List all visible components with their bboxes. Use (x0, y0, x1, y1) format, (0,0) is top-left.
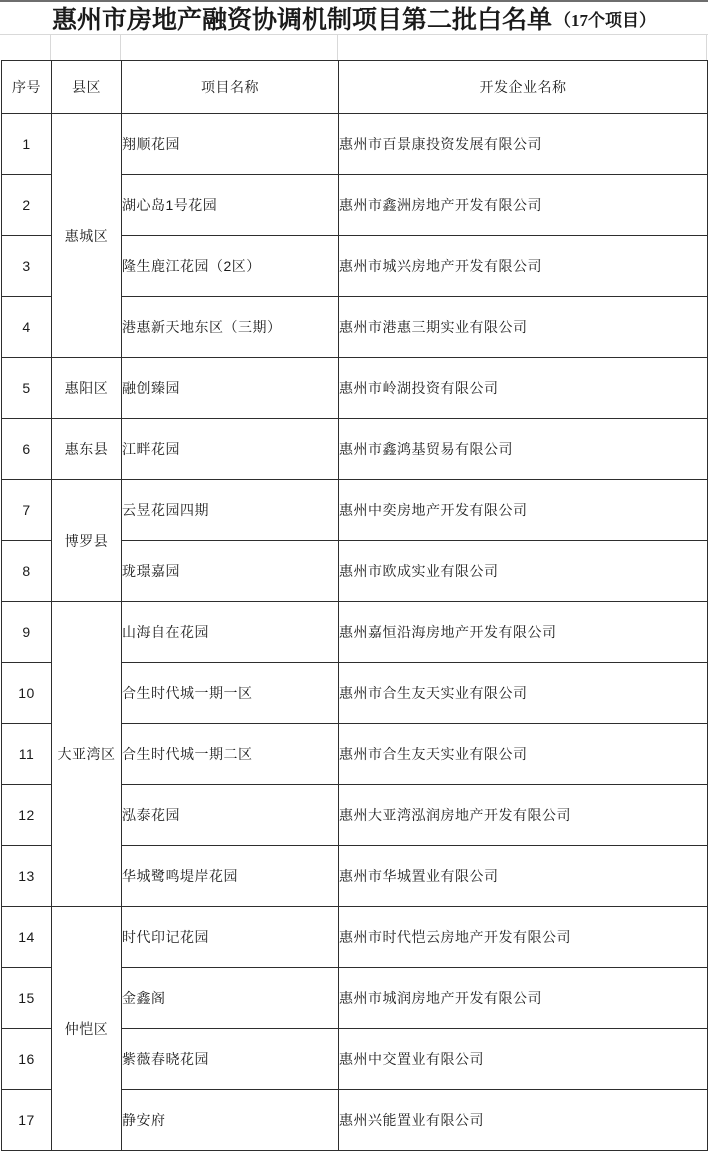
serial-number-cell: 16 (2, 1029, 52, 1090)
project-name-cell: 紫薇春晓花园 (122, 1029, 339, 1090)
serial-number-cell: 6 (2, 419, 52, 480)
header-district: 县区 (52, 61, 122, 114)
serial-number-cell: 5 (2, 358, 52, 419)
serial-number-cell: 1 (2, 114, 52, 175)
faint-gridline-horizontal (0, 34, 708, 35)
faint-gridline-vertical (706, 34, 707, 60)
project-name-cell: 融创臻园 (122, 358, 339, 419)
table-row (2, 907, 708, 968)
serial-number-cell: 17 (2, 1090, 52, 1151)
company-name-cell: 惠州市城润房地产开发有限公司 (339, 968, 708, 1029)
serial-number-cell: 2 (2, 175, 52, 236)
project-name-cell: 合生时代城一期二区 (122, 724, 339, 785)
company-name-cell: 惠州市华城置业有限公司 (339, 846, 708, 907)
company-name-cell: 惠州市合生友天实业有限公司 (339, 663, 708, 724)
project-name-cell: 江畔花园 (122, 419, 339, 480)
table-header-row (2, 61, 708, 114)
company-name-cell: 惠州市鑫洲房地产开发有限公司 (339, 175, 708, 236)
table-row (2, 358, 708, 419)
company-name-cell: 惠州市时代恺云房地产开发有限公司 (339, 907, 708, 968)
project-name-cell: 金鑫阁 (122, 968, 339, 1029)
company-name-cell: 惠州市城兴房地产开发有限公司 (339, 236, 708, 297)
district-cell-huiyang: 惠阳区 (52, 358, 122, 419)
serial-number-cell: 12 (2, 785, 52, 846)
company-name-cell: 惠州嘉恒沿海房地产开发有限公司 (339, 602, 708, 663)
company-name-cell: 惠州中交置业有限公司 (339, 1029, 708, 1090)
faint-gridline-vertical (50, 34, 51, 60)
faint-gridline-vertical (120, 34, 121, 60)
company-name-cell: 惠州市百景康投资发展有限公司 (339, 114, 708, 175)
serial-number-cell: 4 (2, 297, 52, 358)
district-cell-boluo: 博罗县 (52, 480, 122, 602)
spreadsheet-gap-row (0, 34, 708, 60)
serial-number-cell: 7 (2, 480, 52, 541)
company-name-cell: 惠州中奕房地产开发有限公司 (339, 480, 708, 541)
district-cell-huicheng: 惠城区 (52, 114, 122, 358)
company-name-cell: 惠州市岭湖投资有限公司 (339, 358, 708, 419)
district-cell-dayawan: 大亚湾区 (52, 602, 122, 907)
whitelist-table (1, 60, 708, 1151)
faint-gridline-vertical (337, 34, 338, 60)
serial-number-cell: 3 (2, 236, 52, 297)
project-name-cell: 静安府 (122, 1090, 339, 1151)
project-name-cell: 珑璟嘉园 (122, 541, 339, 602)
project-name-cell: 翔顺花园 (122, 114, 339, 175)
serial-number-cell: 10 (2, 663, 52, 724)
serial-number-cell: 14 (2, 907, 52, 968)
company-name-cell: 惠州市欧成实业有限公司 (339, 541, 708, 602)
project-name-cell: 湖心岛1号花园 (122, 175, 339, 236)
serial-number-cell: 9 (2, 602, 52, 663)
project-name-cell: 时代印记花园 (122, 907, 339, 968)
serial-number-cell: 13 (2, 846, 52, 907)
project-name-cell: 合生时代城一期一区 (122, 663, 339, 724)
table-row (2, 114, 708, 175)
table-row (2, 480, 708, 541)
header-company-name: 开发企业名称 (339, 61, 708, 114)
header-serial-number: 序号 (2, 61, 52, 114)
project-name-cell: 港惠新天地东区（三期） (122, 297, 339, 358)
project-name-cell: 隆生鹿江花园（2区） (122, 236, 339, 297)
serial-number-cell: 11 (2, 724, 52, 785)
table-row (2, 419, 708, 480)
company-name-cell: 惠州市鑫鸿基贸易有限公司 (339, 419, 708, 480)
district-cell-zhongkai: 仲恺区 (52, 907, 122, 1151)
header-project-name: 项目名称 (122, 61, 339, 114)
page-title-main: 惠州市房地产融资协调机制项目第二批白名单 (51, 7, 552, 34)
serial-number-cell: 8 (2, 541, 52, 602)
company-name-cell: 惠州市合生友天实业有限公司 (339, 724, 708, 785)
district-cell-huidong: 惠东县 (52, 419, 122, 480)
project-name-cell: 华城鹭鸣堤岸花园 (122, 846, 339, 907)
company-name-cell: 惠州兴能置业有限公司 (339, 1090, 708, 1151)
table-row (2, 602, 708, 663)
project-name-cell: 山海自在花园 (122, 602, 339, 663)
project-name-cell: 云昱花园四期 (122, 480, 339, 541)
serial-number-cell: 15 (2, 968, 52, 1029)
company-name-cell: 惠州大亚湾泓润房地产开发有限公司 (339, 785, 708, 846)
company-name-cell: 惠州市港惠三期实业有限公司 (339, 297, 708, 358)
page-title (0, 2, 708, 34)
project-name-cell: 泓泰花园 (122, 785, 339, 846)
page-title-suffix: （17个项目） (554, 10, 656, 30)
